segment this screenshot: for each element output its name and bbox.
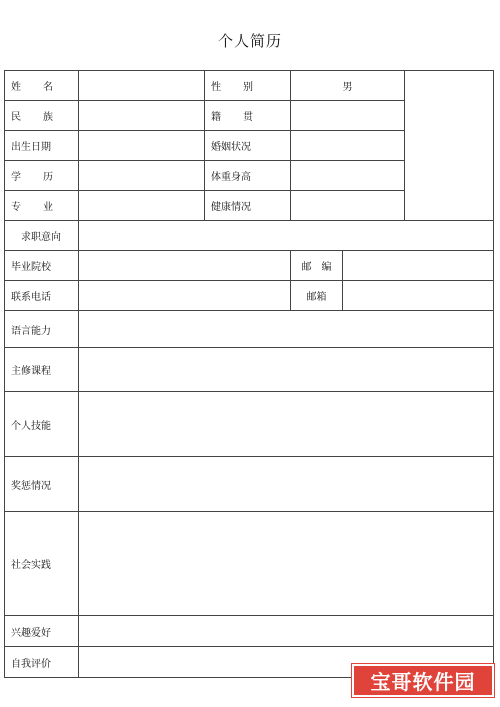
social-practice-field[interactable] xyxy=(79,512,494,616)
watermark-text: 宝哥软件园 xyxy=(370,670,476,694)
email-label: 邮箱 xyxy=(291,281,343,311)
ethnicity-field[interactable] xyxy=(79,101,205,131)
skills-field[interactable] xyxy=(79,392,494,457)
skills-label: 个人技能 xyxy=(5,392,79,457)
graduate-school-field[interactable] xyxy=(79,251,291,281)
courses-label: 主修课程 xyxy=(5,348,79,392)
marital-status-label: 婚姻状况 xyxy=(205,131,291,161)
postcode-field[interactable] xyxy=(343,251,494,281)
gender-label: 性 别 xyxy=(205,71,291,101)
native-place-field[interactable] xyxy=(291,101,405,131)
birth-date-field[interactable] xyxy=(79,131,205,161)
birth-date-label: 出生日期 xyxy=(5,131,79,161)
watermark-logo xyxy=(352,664,494,697)
marital-status-field[interactable] xyxy=(291,131,405,161)
hobbies-field[interactable] xyxy=(79,616,494,647)
health-label: 健康情况 xyxy=(205,191,291,221)
courses-field[interactable] xyxy=(79,348,494,392)
major-label: 专 业 xyxy=(5,191,79,221)
postcode-label: 邮 编 xyxy=(291,251,343,281)
major-field[interactable] xyxy=(79,191,205,221)
phone-field[interactable] xyxy=(79,281,291,311)
language-field[interactable] xyxy=(79,311,494,348)
education-label: 学 历 xyxy=(5,161,79,191)
gender-field[interactable]: 男 xyxy=(291,71,405,101)
height-weight-label: 体重身高 xyxy=(205,161,291,191)
awards-field[interactable] xyxy=(79,457,494,512)
language-label: 语言能力 xyxy=(5,311,79,348)
page-title: 个人简历 xyxy=(217,32,282,50)
name-label: 姓 名 xyxy=(5,71,79,101)
email-field[interactable] xyxy=(343,281,494,311)
name-field[interactable] xyxy=(79,71,205,101)
ethnicity-label: 民 族 xyxy=(5,101,79,131)
job-intention-label: 求职意向 xyxy=(5,221,79,251)
job-intention-field[interactable] xyxy=(79,221,494,251)
social-practice-label: 社会实践 xyxy=(5,512,79,616)
education-field[interactable] xyxy=(79,161,205,191)
self-evaluation-label: 自我评价 xyxy=(5,647,79,678)
awards-label: 奖惩情况 xyxy=(5,457,79,512)
phone-label: 联系电话 xyxy=(5,281,79,311)
height-weight-field[interactable] xyxy=(291,161,405,191)
photo-box[interactable] xyxy=(405,71,494,221)
graduate-school-label: 毕业院校 xyxy=(5,251,79,281)
hobbies-label: 兴趣爱好 xyxy=(5,616,79,647)
resume-table xyxy=(4,70,494,678)
health-field[interactable] xyxy=(291,191,405,221)
native-place-label: 籍 贯 xyxy=(205,101,291,131)
